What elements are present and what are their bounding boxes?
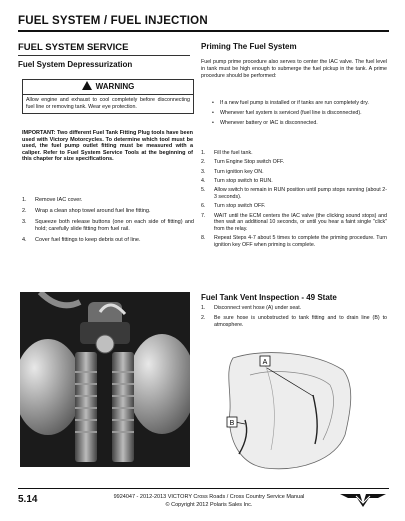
list-item: 8. Repeat Steps 4-7 about 5 times to complete the priming procedure. Turn ignition key OFF when priming is complete. (201, 235, 387, 249)
list-item: • If a new fuel pump is installed or if tanks are run completely dry. (212, 100, 369, 106)
warning-label: WARNING (95, 82, 135, 91)
important-note: IMPORTANT: Two different Fuel Tank Fitting Plug tools have been used with Victory Motorcycles. To determine which tool must be used, the fuel pump outlet fitting must be measured with a caliper. Refer to Fuel System Service Tools at the beginning of this chapter for size specifications. (22, 130, 193, 163)
footer-text (95, 494, 323, 509)
list-item: 2. Turn Engine Stop switch OFF. (201, 159, 285, 166)
priming-intro: Fuel pump prime procedure also serves to center the IAC valve. The fuel level in tank must be high enough to submerge the fuel pickup in the tank. A prime procedure should be performed: (201, 59, 387, 79)
manual-title: 9924047 - 2012-2013 VICTORY Cross Roads / Cross Country Service Manual (113, 494, 305, 500)
list-item: 5. Allow switch to remain in RUN position until pump stops running (about 2-3 seconds). (201, 187, 387, 200)
list-item: • Whenever fuel system is serviced (fuel line is disconnected). (212, 109, 362, 116)
callout-a: A (262, 359, 268, 366)
vent-hose-diagram (205, 340, 380, 480)
list-item: 4. Turn stop switch to RUN. (201, 177, 273, 184)
priming-steps (201, 150, 387, 252)
priming-conditions (212, 100, 382, 129)
list-item: 1. Remove IAC cover. (22, 197, 83, 203)
chapter-header: FUEL SYSTEM / FUEL INJECTION (18, 15, 208, 27)
list-item: 1. Disconnect vent hose (A) under seat. (201, 305, 302, 311)
copyright: © Copyright 2012 Polaris Sales Inc. (165, 501, 253, 508)
depressurization-steps (22, 197, 194, 248)
section-rule (18, 55, 190, 56)
priming-title: Priming The Fuel System (201, 42, 297, 51)
subsection-title: Fuel System Depressurization (18, 60, 133, 69)
header-rule (18, 30, 389, 32)
warning-header (23, 80, 193, 95)
list-item: • Whenever battery or IAC is disconnected. (212, 119, 318, 126)
bullet-icon: • (212, 109, 214, 116)
brand-logo-icon (338, 490, 388, 508)
list-item: 6. Turn stop switch OFF. (201, 203, 266, 210)
footer-rule (18, 488, 389, 489)
bullet-icon: • (212, 119, 214, 126)
warning-text: Allow engine and exhaust to cool completely before disconnecting fuel line or removing tank. Wear eye protection. (26, 97, 190, 111)
list-item: 7. WAIT until the ECM centers the IAC valve (the clicking sound stops) and then wait an additional 10 seconds, or until you hear a faint single "click" from the relay. (201, 212, 387, 233)
list-item: 4. Cover fuel fittings to keep debris out of line. (22, 237, 141, 243)
page-number: 5.14 (18, 494, 38, 505)
engine-photo (20, 292, 190, 467)
list-item: 2. Be sure hose is unobstructed to tank fitting and to drain line (B) to atmosphere. (201, 314, 387, 328)
warning-triangle-icon (82, 81, 92, 90)
list-item: 3. Turn ignition key ON. (201, 168, 264, 175)
list-item: 3. Squeeze both release buttons (one on each side of fitting) and hold; carefully slide fitting from fuel rail. (22, 219, 194, 232)
list-item: 1. Fill the fuel tank. (201, 150, 253, 156)
warning-box (22, 79, 194, 114)
vent-inspection-title: Fuel Tank Vent Inspection - 49 State (201, 293, 337, 302)
vent-inspection-steps (201, 305, 387, 331)
bullet-icon: • (212, 100, 214, 106)
callout-b: B (229, 420, 235, 427)
section-title: FUEL SYSTEM SERVICE (18, 42, 129, 53)
list-item: 2. Wrap a clean shop towel around fuel line fitting. (22, 208, 151, 214)
